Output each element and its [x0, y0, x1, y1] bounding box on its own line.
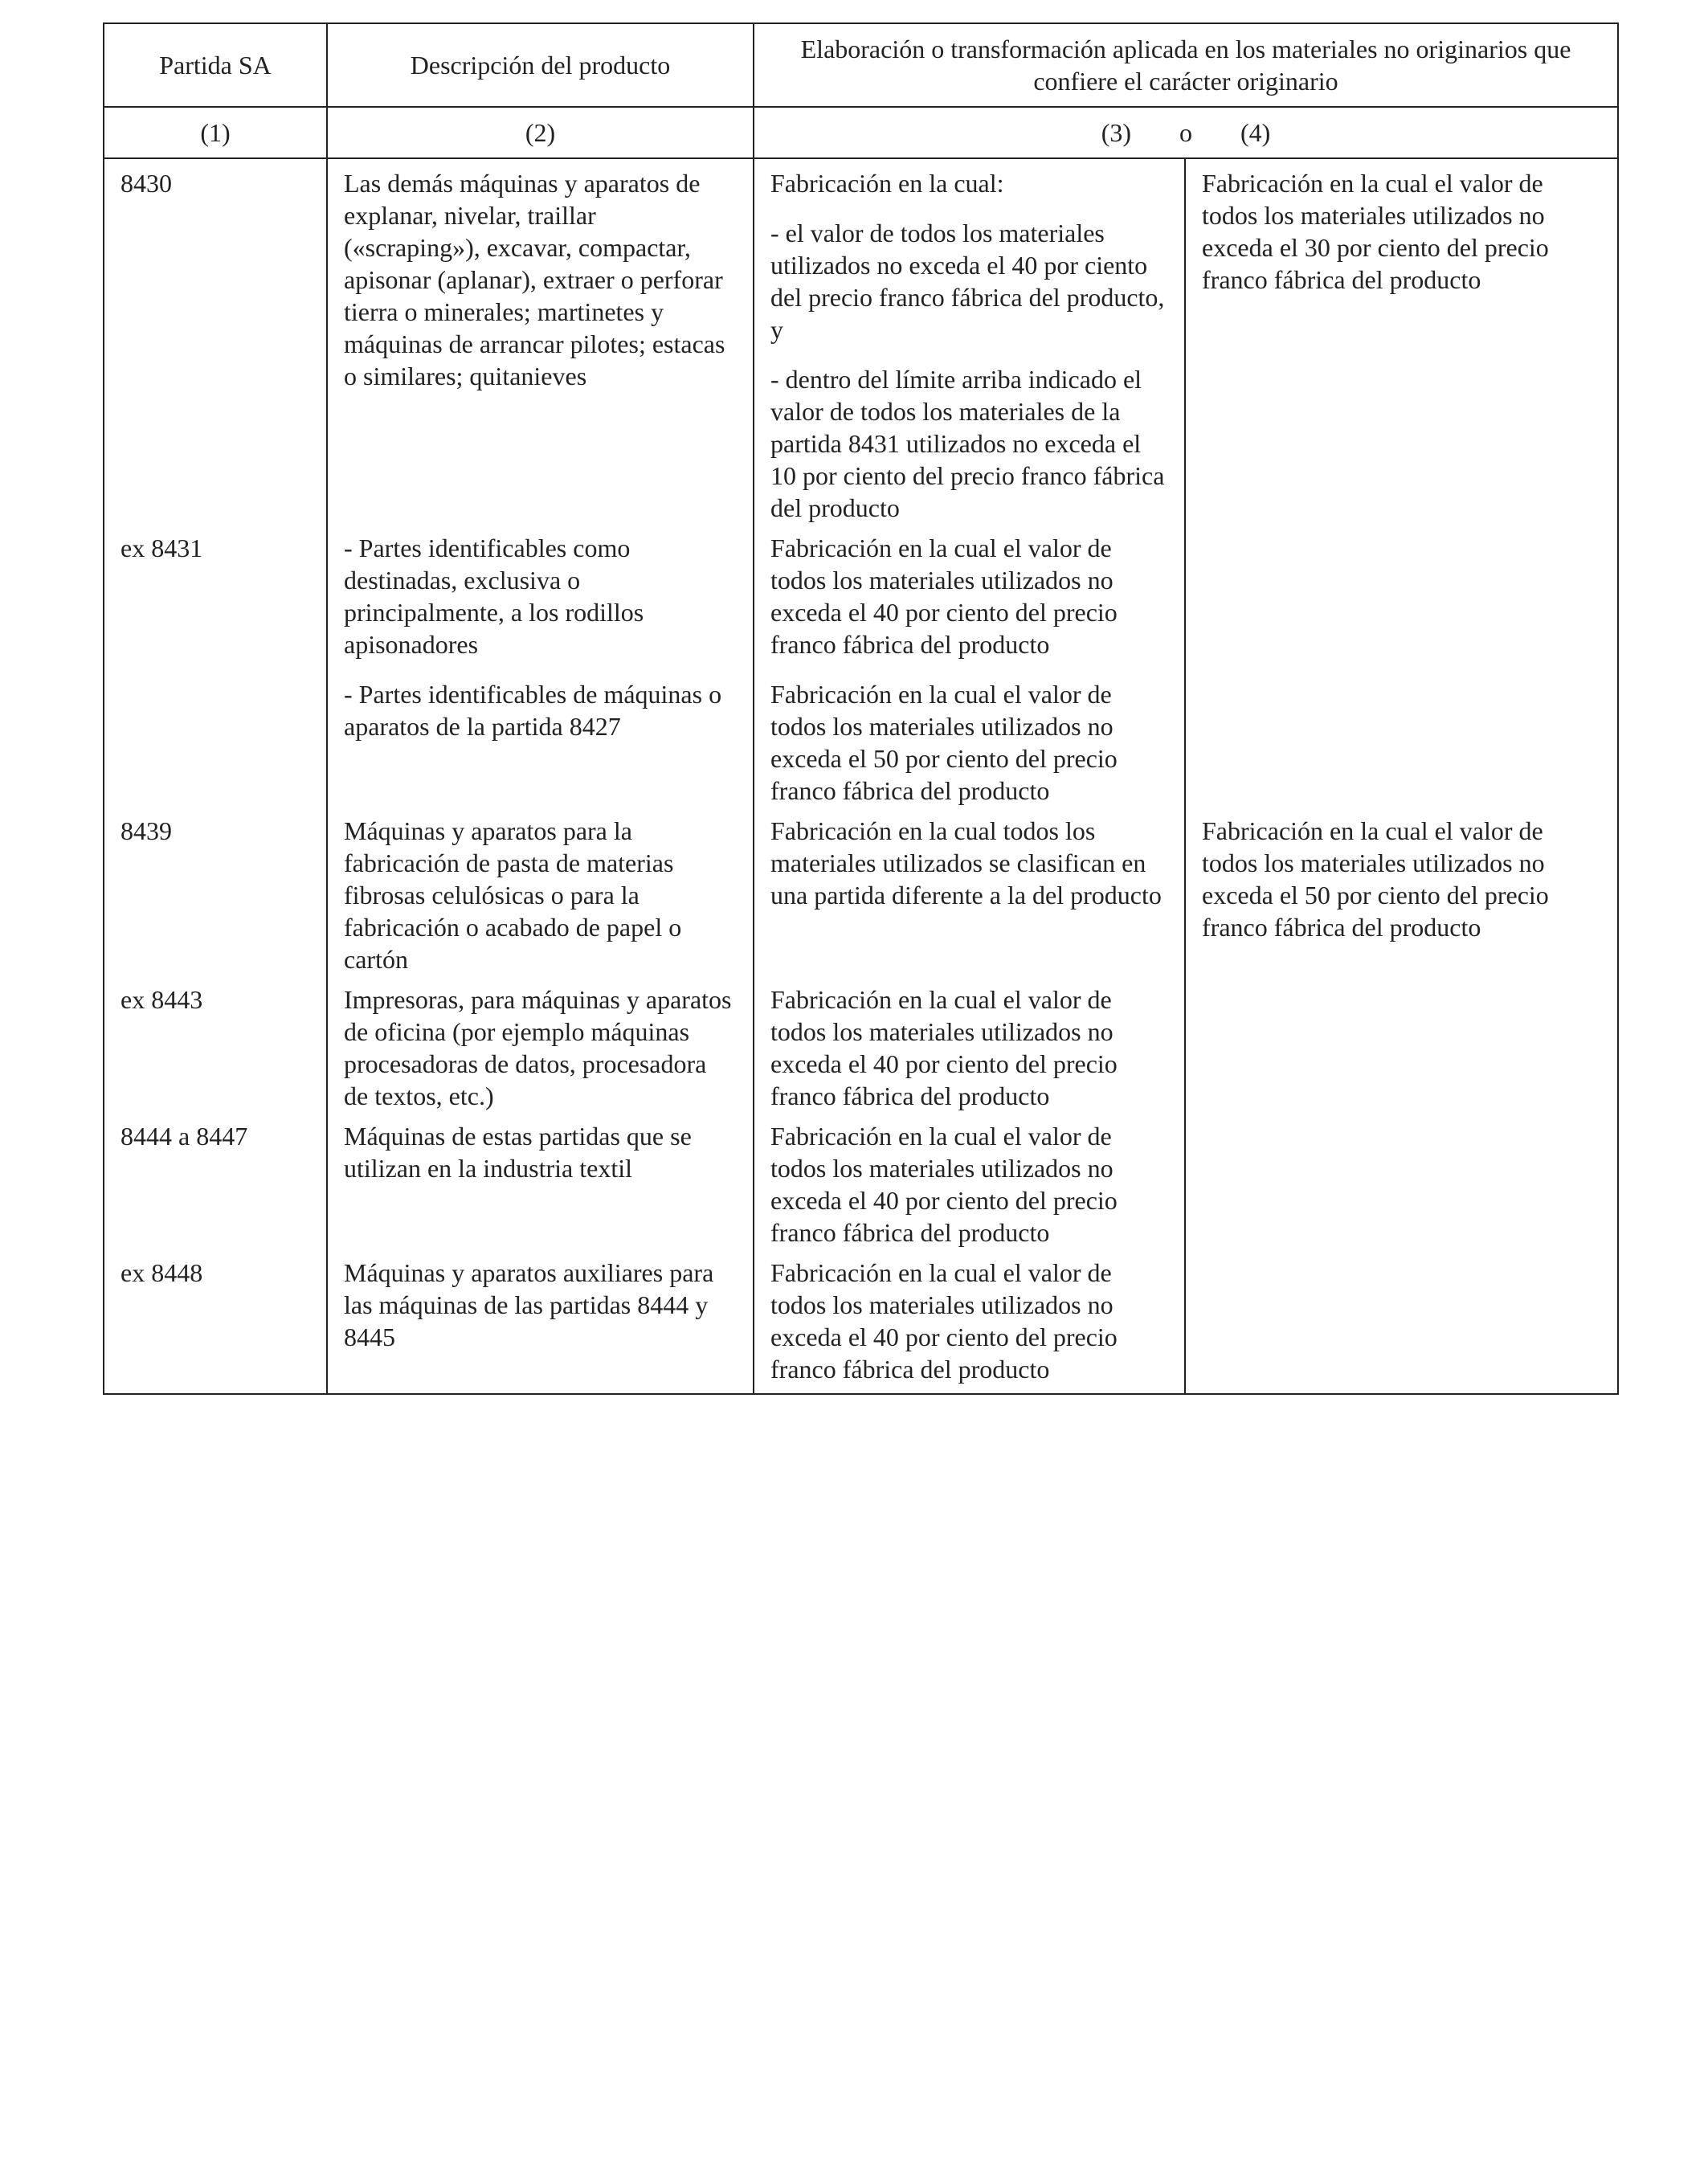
cell-descripcion: [327, 807, 754, 975]
cell-partida-sa: ex 8443: [104, 975, 327, 1112]
table-row: [104, 807, 1618, 975]
header-descripcion: Descripción del producto: [327, 23, 754, 107]
cell-elaboracion-3: [754, 524, 1185, 807]
cell-partida-sa: ex 8431: [104, 524, 327, 807]
cell-partida-sa: 8444 a 8447: [104, 1112, 327, 1249]
rules-of-origin-table: [103, 22, 1619, 1395]
cell-partida-sa: 8439: [104, 807, 327, 975]
cell-paragraph: Fabricación en la cual:: [770, 169, 1004, 198]
column-number-2: (2): [327, 107, 754, 158]
cell-paragraph: Fabricación en la cual el valor de todos los materiales utilizados no exceda el 40 por ciento del precio franco fábrica del producto: [770, 1258, 1118, 1384]
cell-elaboracion-3: [754, 1249, 1185, 1394]
cell-paragraph: Fabricación en la cual el valor de todos los materiales utilizados no exceda el 40 por ciento del precio franco fábrica del producto: [770, 1122, 1118, 1247]
cell-paragraph: - Partes identificables como destinadas, exclusiva o principalmente, a los rodillos apisonadores: [344, 533, 644, 659]
cell-paragraph: Fabricación en la cual el valor de todos los materiales utilizados no exceda el 50 por ciento del precio franco fábrica del producto: [770, 680, 1118, 805]
table-row: [104, 158, 1618, 524]
cell-paragraph: Fabricación en la cual el valor de todos los materiales utilizados no exceda el 50 por ciento del precio franco fábrica del producto: [1202, 816, 1549, 942]
header-partida-sa: Partida SA: [104, 23, 327, 107]
table-body: [104, 23, 1618, 1394]
cell-paragraph: Fabricación en la cual todos los materiales utilizados se clasifican en una partida diferente a la del producto: [770, 816, 1162, 910]
cell-paragraph: Fabricación en la cual el valor de todos los materiales utilizados no exceda el 30 por ciento del precio franco fábrica del producto: [1202, 169, 1549, 294]
cell-paragraph: Máquinas y aparatos para la fabricación de pasta de materias fibrosas celulósicas o para la fabricación o acabado de papel o cartón: [344, 816, 682, 974]
column-number-4: (4): [1240, 118, 1271, 147]
cell-paragraph: - dentro del límite arriba indicado el valor de todos los materiales de la partida 8431 utilizados no exceda el 10 por ciento del precio franco fábrica del producto: [770, 365, 1165, 522]
cell-elaboracion-3: [754, 1112, 1185, 1249]
cell-descripcion: [327, 975, 754, 1112]
cell-paragraph: - Partes identificables de máquinas o aparatos de la partida 8427: [344, 680, 722, 741]
cell-paragraph: - el valor de todos los materiales utilizados no exceda el 40 por ciento del precio franco fábrica del producto, y: [770, 219, 1165, 344]
cell-paragraph: Fabricación en la cual el valor de todos los materiales utilizados no exceda el 40 por ciento del precio franco fábrica del producto: [770, 985, 1118, 1110]
cell-paragraph: Las demás máquinas y aparatos de explanar, nivelar, traillar («scraping»), excavar, compactar, apisonar (aplanar), extraer o perforar tierra o minerales; martinetes y máquinas de arrancar pilotes; estacas o similares; quitanieves: [344, 169, 725, 390]
column-number-row: [104, 107, 1618, 158]
table-row: [104, 524, 1618, 807]
cell-descripcion: [327, 1112, 754, 1249]
cell-descripcion: [327, 158, 754, 524]
cell-elaboracion-4: [1185, 158, 1618, 524]
table-row: [104, 975, 1618, 1112]
cell-elaboracion-4: [1185, 975, 1618, 1112]
cell-descripcion: [327, 524, 754, 807]
cell-paragraph: Fabricación en la cual el valor de todos los materiales utilizados no exceda el 40 por ciento del precio franco fábrica del producto: [770, 533, 1118, 659]
cell-elaboracion-3: [754, 807, 1185, 975]
cell-elaboracion-4: [1185, 1112, 1618, 1249]
cell-paragraph: Impresoras, para máquinas y aparatos de oficina (por ejemplo máquinas procesadoras de datos, procesadora de textos, etc.): [344, 985, 732, 1110]
cell-paragraph: Máquinas de estas partidas que se utilizan en la industria textil: [344, 1122, 692, 1183]
cell-partida-sa: ex 8448: [104, 1249, 327, 1394]
column-number-or: o: [1179, 118, 1192, 147]
cell-elaboracion-4: [1185, 807, 1618, 975]
column-number-3: (3): [1101, 118, 1131, 147]
table-row: [104, 1112, 1618, 1249]
cell-elaboracion-4: [1185, 524, 1618, 807]
header-row: [104, 23, 1618, 107]
column-number-1: (1): [104, 107, 327, 158]
cell-partida-sa: 8430: [104, 158, 327, 524]
cell-elaboracion-3: [754, 158, 1185, 524]
table-row: [104, 1249, 1618, 1394]
column-number-3-4: [754, 107, 1618, 158]
cell-elaboracion-3: [754, 975, 1185, 1112]
cell-descripcion: [327, 1249, 754, 1394]
cell-paragraph: Máquinas y aparatos auxiliares para las máquinas de las partidas 8444 y 8445: [344, 1258, 714, 1351]
header-elaboracion: Elaboración o transformación aplicada en los materiales no originarios que confiere el carácter originario: [754, 23, 1618, 107]
cell-elaboracion-4: [1185, 1249, 1618, 1394]
